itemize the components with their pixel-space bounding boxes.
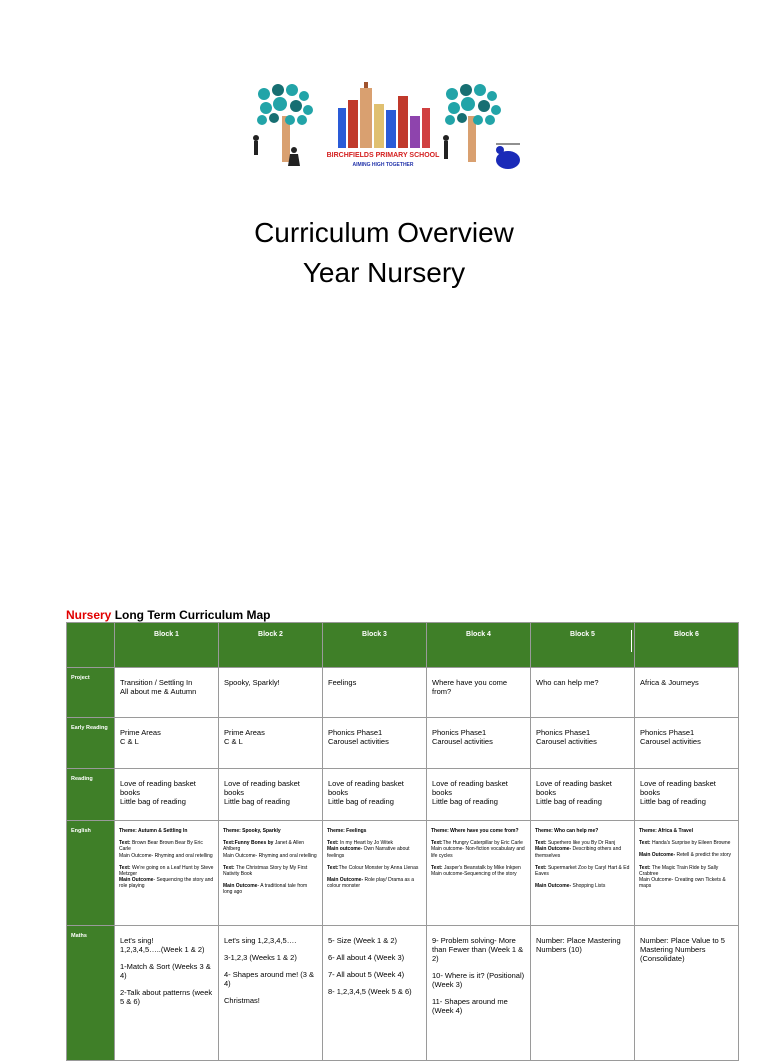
english-cell: Theme: Spooky, Sparkly Text:Funny Bones by Janet & Allen Ahlberg Main Outcome- Rhyming and oral retelling Text: The Christmas Story by My First Nativity Book Main Outcome- A traditional tale from long ago — [219, 821, 323, 926]
row-label-english: English — [67, 821, 115, 926]
people-left-icon — [253, 135, 300, 166]
early-reading-cell: Phonics Phase1 Carousel activities — [427, 718, 531, 769]
header-block-2: Block 2 — [219, 623, 323, 668]
row-label-early-reading: Early Reading — [67, 718, 115, 769]
row-label-reading: Reading — [67, 769, 115, 821]
school-logo — [246, 80, 526, 176]
document-subtitle: Year Nursery — [302, 257, 466, 288]
english-cell: Theme: Autumn & Settling In Text: Brown Bear Brown Bear By Eric Carle Main Outcome- Rhyming and oral retelling Text: We're going on a Leaf Hunt by Steve Metzger Main Outcome- Sequencing the story and role playing — [115, 821, 219, 926]
people-right-icon — [443, 135, 449, 159]
header-corner — [67, 623, 115, 668]
row-early-reading — [67, 718, 739, 769]
row-project — [67, 668, 739, 718]
english-cell: Theme: Feelings Text: In my Heart by Jo Witek Main outcome- Own Narrative about feelings Text:The Colour Monster by Anna Llenas Main Outcome- Role play/ Drama as a colour monster — [323, 821, 427, 926]
header-divider — [631, 630, 632, 652]
school-name: BIRCHFIELDS PRIMARY SCHOOL — [326, 152, 440, 159]
header-block-5: Block 5 — [531, 623, 635, 668]
header-block-3: Block 3 — [323, 623, 427, 668]
curriculum-table — [66, 622, 739, 1061]
school-motto: AIMING HIGH TOGETHER — [352, 162, 414, 168]
reading-cell: Love of reading basket books Little bag of reading — [427, 769, 531, 821]
drum-icon — [496, 144, 520, 169]
maths-cell: Let's sing 1,2,3,4,5…. 3-1,2,3 (Weeks 1 & 2) 4- Shapes around me! (3 & 4) Christmas! — [219, 926, 323, 1061]
map-heading-year: Nursery — [66, 608, 112, 622]
right-tree-icon — [445, 84, 501, 162]
maths-cell: Number: Place Value to 5 Mastering Numbers (Consolidate) — [635, 926, 739, 1061]
early-reading-cell: Prime Areas C & L — [219, 718, 323, 769]
project-cell: Spooky, Sparkly! — [219, 668, 323, 718]
row-reading — [67, 769, 739, 821]
early-reading-cell: Prime Areas C & L — [115, 718, 219, 769]
english-cell: Theme: Who can help me? Text: Superhero like you By Dr Ranj Main Outcome- Describing others and themselves Text: Supermarket Zoo by Caryl Hart & Ed Eaves Main Outcome- Shopping Lists — [531, 821, 635, 926]
project-cell: Where have you come from? — [427, 668, 531, 718]
reading-cell: Love of reading basket books Little bag of reading — [323, 769, 427, 821]
row-label-maths: Maths — [67, 926, 115, 1061]
map-heading-rest: Long Term Curriculum Map — [111, 608, 271, 622]
left-tree-icon — [257, 84, 313, 162]
reading-cell: Love of reading basket books Little bag of reading — [219, 769, 323, 821]
document-title: Curriculum Overview — [254, 217, 514, 248]
maths-cell: Number: Place Mastering Numbers (10) — [531, 926, 635, 1061]
header-block-6: Block 6 — [635, 623, 739, 668]
buildings-icon — [338, 82, 430, 148]
project-cell: Who can help me? — [531, 668, 635, 718]
header-block-1: Block 1 — [115, 623, 219, 668]
reading-cell: Love of reading basket books Little bag of reading — [115, 769, 219, 821]
row-maths — [67, 926, 739, 1061]
map-heading — [66, 608, 270, 622]
maths-cell: Let's sing! 1,2,3,4,5…..(Week 1 & 2) 1-Match & Sort (Weeks 3 & 4) 2-Talk about patterns (week 5 & 6) — [115, 926, 219, 1061]
english-cell: Theme: Africa & Travel Text: Handa's Surprise by Eileen Browne Main Outcome- Retell & predict the story Text: The Magic Train Ride by Sally Crabtree Main Outcome- Creating own Tickets & maps — [635, 821, 739, 926]
project-cell: Feelings — [323, 668, 427, 718]
reading-cell: Love of reading basket books Little bag of reading — [635, 769, 739, 821]
row-label-project: Project — [67, 668, 115, 718]
early-reading-cell: Phonics Phase1 Carousel activities — [323, 718, 427, 769]
reading-cell: Love of reading basket books Little bag of reading — [531, 769, 635, 821]
header-row — [67, 623, 739, 668]
maths-cell: 9- Problem solving- More than Fewer than (Week 1 & 2) 10- Where is it? (Positional) (Week 3) 11- Shapes around me (Week 4) — [427, 926, 531, 1061]
project-cell: Africa & Journeys — [635, 668, 739, 718]
early-reading-cell: Phonics Phase1 Carousel activities — [531, 718, 635, 769]
early-reading-cell: Phonics Phase1 Carousel activities — [635, 718, 739, 769]
maths-cell: 5- Size (Week 1 & 2) 6- All about 4 (Week 3) 7- All about 5 (Week 4) 8- 1,2,3,4,5 (Week 5 & 6) — [323, 926, 427, 1061]
english-cell: Theme: Where have you come from? Text:The Hungry Caterpillar by Eric Carle Main outcome- Non-fiction vocabulary and life cycles Text: Jasper's Beanstalk by Mike Inkpen Main outcome-Sequencing of the story — [427, 821, 531, 926]
header-block-4: Block 4 — [427, 623, 531, 668]
project-cell: Transition / Settling In All about me & Autumn — [115, 668, 219, 718]
row-english — [67, 821, 739, 926]
